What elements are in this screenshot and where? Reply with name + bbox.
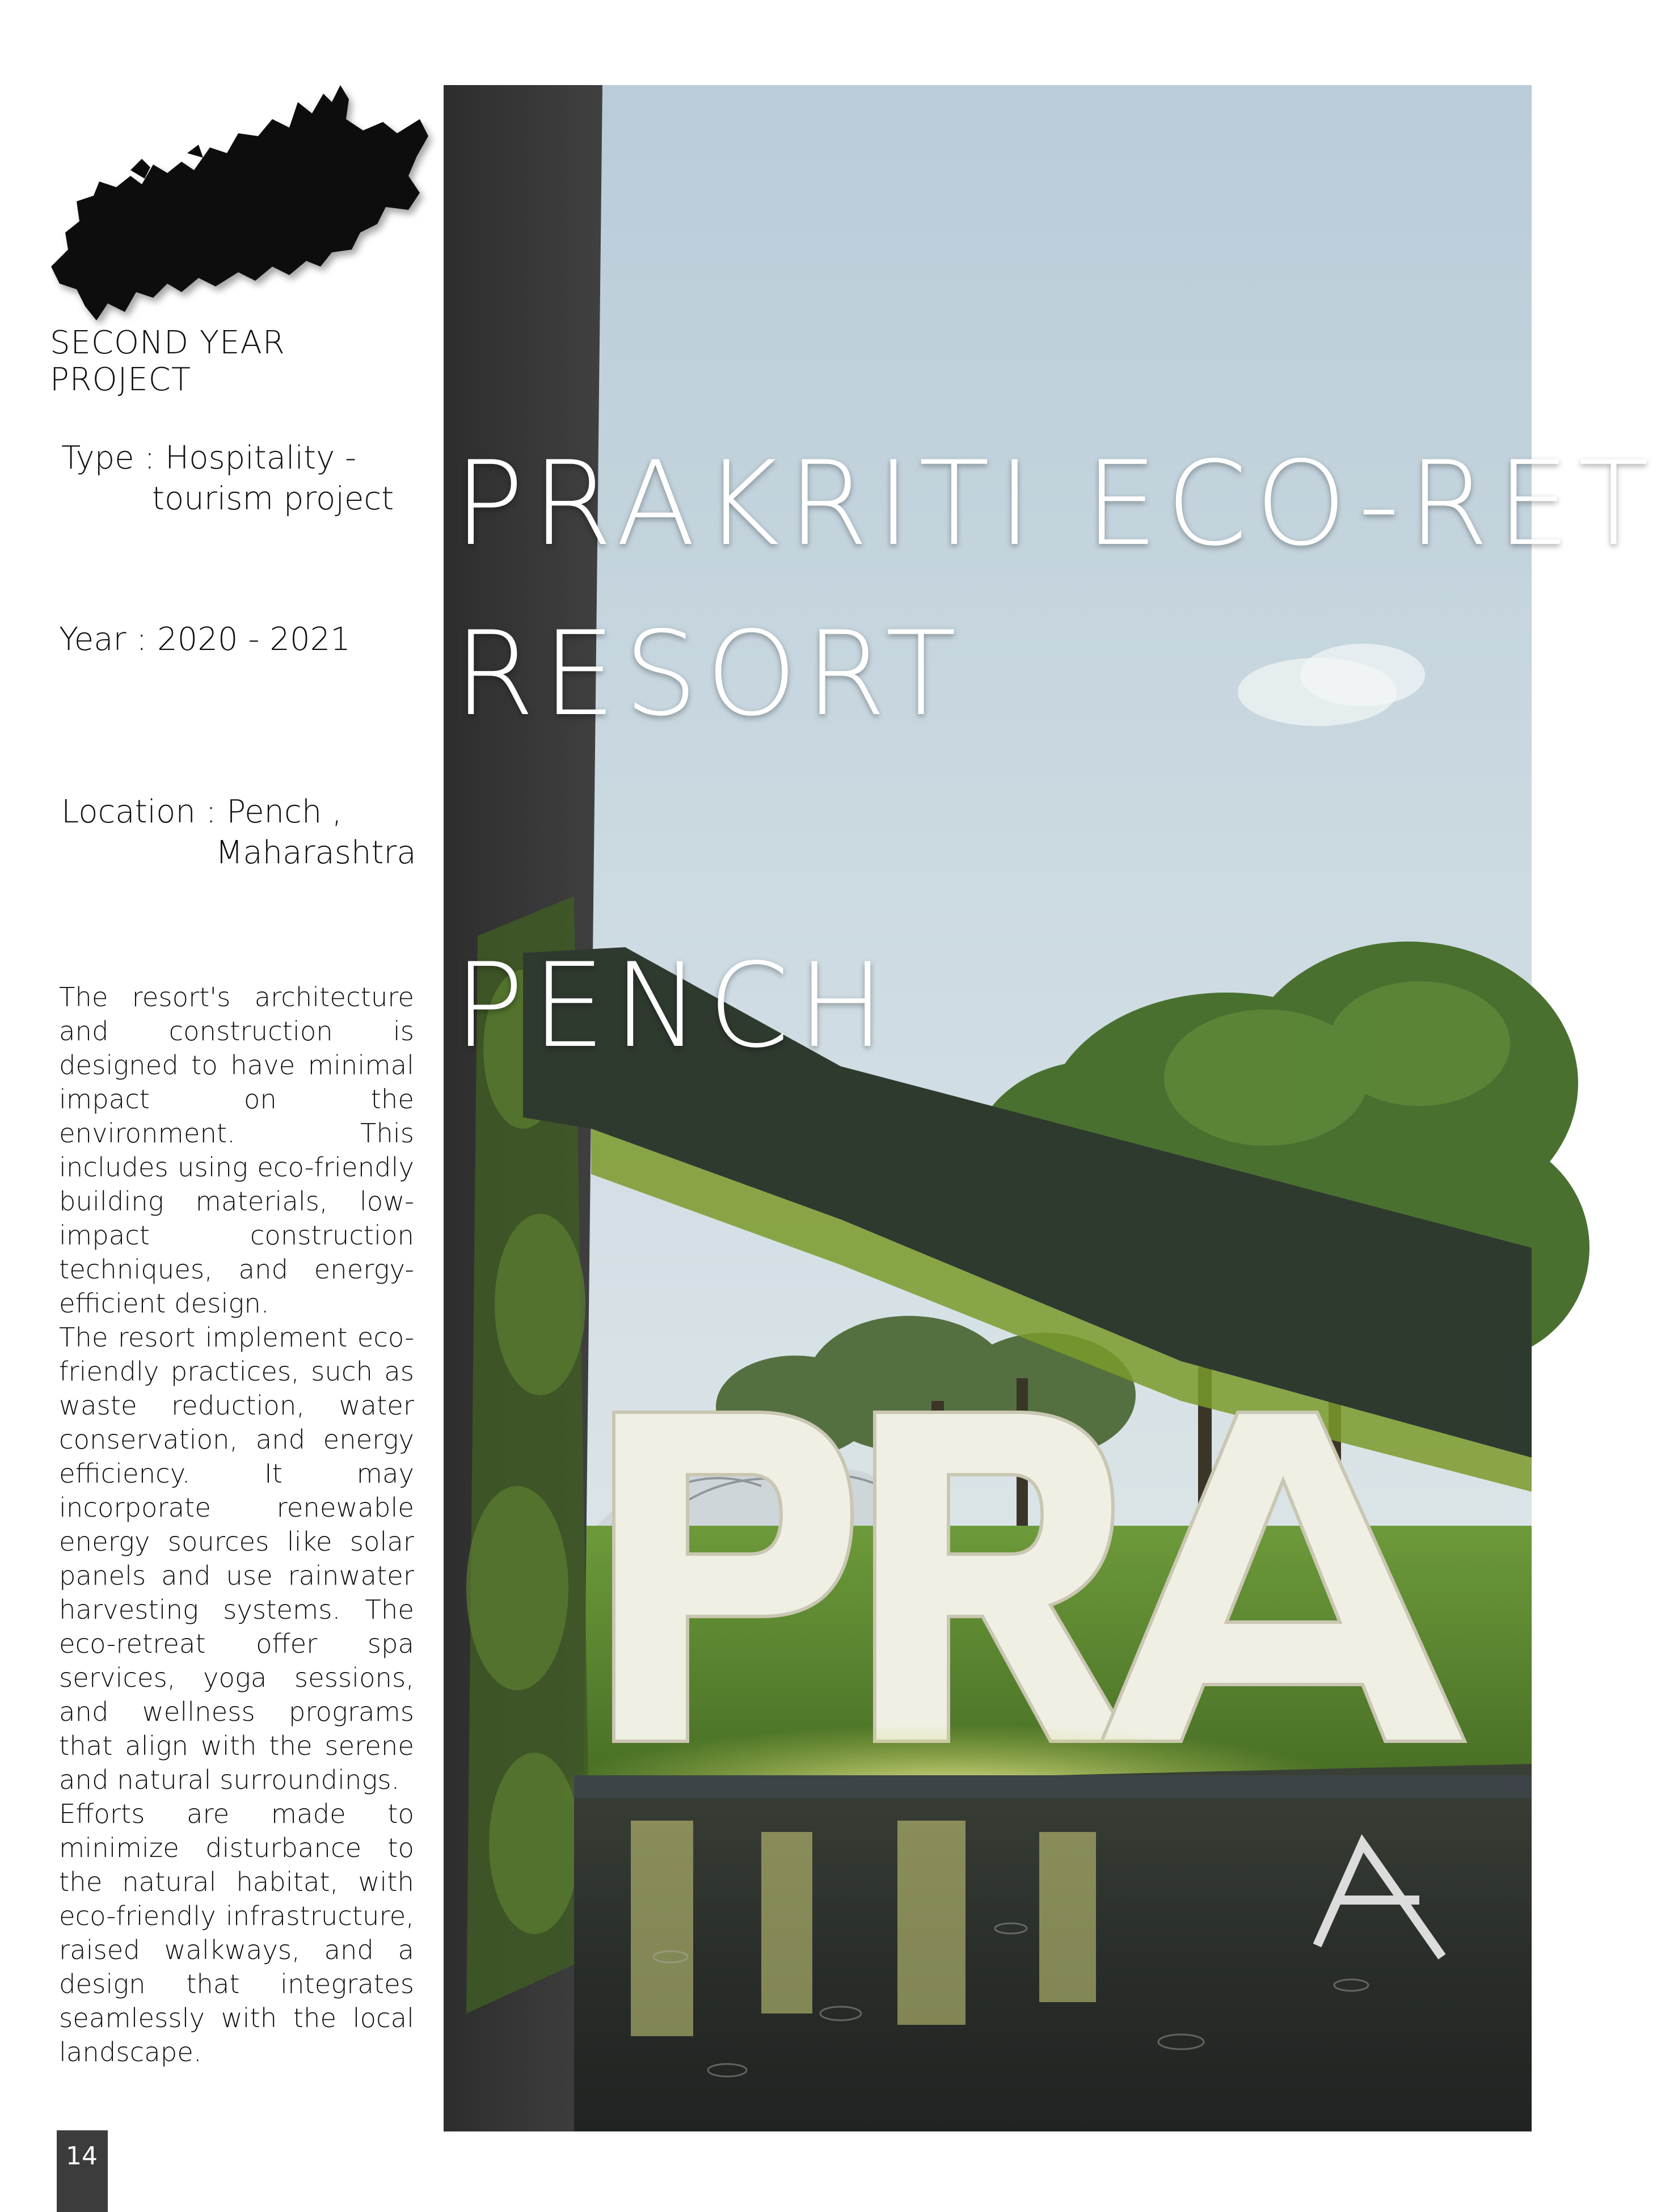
page-number-box [57, 2130, 108, 2212]
project-label: SECOND YEAR PROJECT [50, 324, 285, 398]
location-field [61, 792, 416, 873]
year-field: Year : 2020 - 2021 [59, 621, 351, 658]
project-description [59, 980, 414, 2069]
hero-title-line3: PENCH [454, 939, 893, 1074]
hero-title-line2: RESORT [454, 607, 965, 742]
type-label: Type : Hospitality - [61, 440, 357, 476]
description-paragraph: The resort's architecture and construction is designed to have minimal impact on the environment. This includes using eco-friendly building materials, low-impact construction techniques, and energy-efficient design. [59, 982, 414, 1319]
type-label-cont: tourism project [152, 480, 394, 517]
location-label-cont: Maharashtra [216, 834, 416, 871]
hero-title-line1: PRAKRITI ECO-RET [454, 437, 1657, 572]
type-field [61, 438, 394, 520]
location-label: Location : Pench , [61, 793, 342, 830]
description-paragraph: The resort implement eco-friendly practices, such as waste reduction, water conservation, and energy efficiency. It may incorporate renewable energy sources like solar panels and use rainwater harvesting systems. The eco-retreat offer spa services, yoga sessions, and wellness programs that align with the serene and natural surroundings. [59, 1322, 414, 1795]
map-silhouette-icon [45, 79, 437, 329]
page-number: 14 [66, 2142, 98, 2171]
hero-render-image [444, 85, 1532, 2131]
description-paragraph: Efforts are made to minimize disturbance to the natural habitat, with eco-friendly infrastructure, raised walkways, and a design that integrates seamlessly with the local landscape. [59, 1799, 414, 2067]
